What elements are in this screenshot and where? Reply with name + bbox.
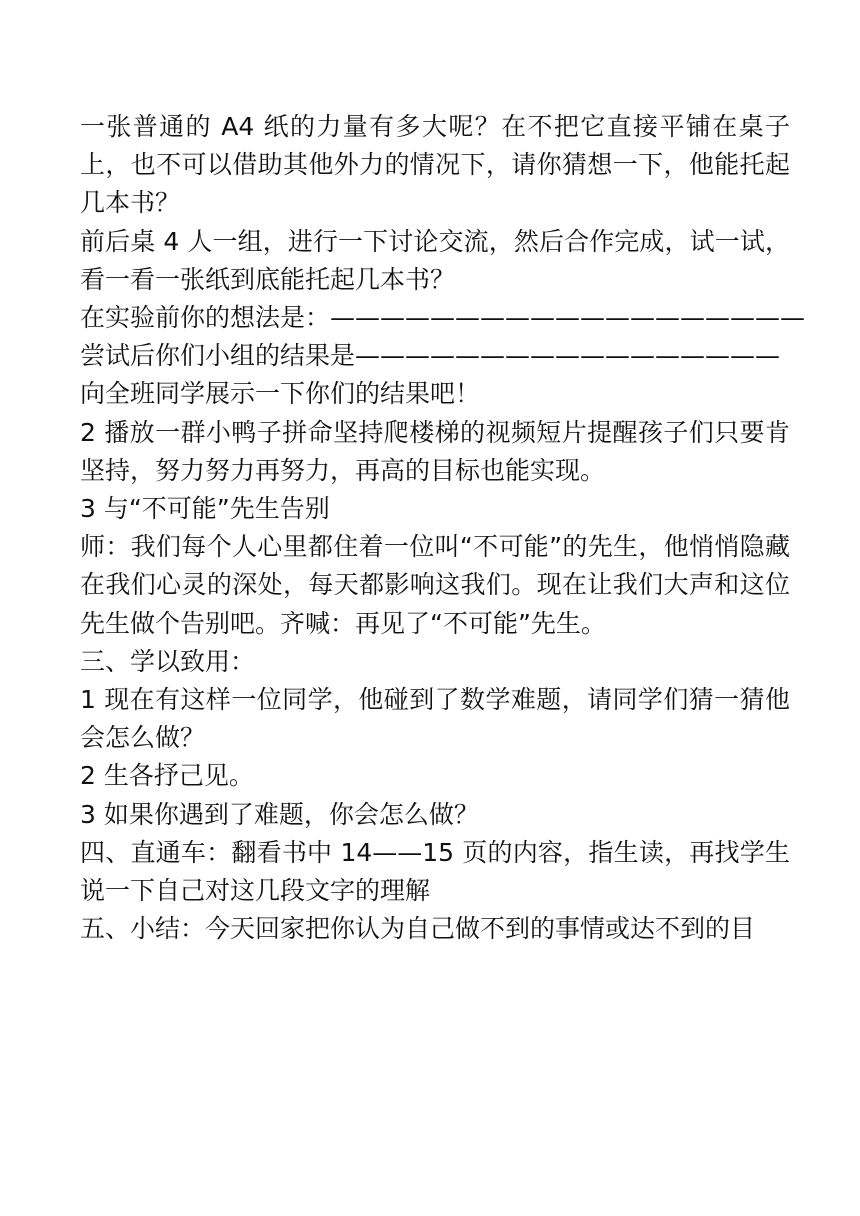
paragraph-a4-question: 一张普通的 A4 纸的力量有多大呢？在不把它直接平铺在桌子上，也不可以借助其他外力的情况下，请你猜想一下，他能托起几本书？ <box>80 112 790 218</box>
paragraph-result-blank: 尝试后你们小组的结果是————————————————— <box>80 341 781 371</box>
section-heading-apply: 三、学以致用： <box>80 646 256 676</box>
paragraph-teacher-speech: 师：我们每个人心里都住着一位叫“不可能”的先生，他悄悄隐藏在我们心灵的深处，每天都影响这我们。现在让我们大声和这位先生做个告别吧。齐喊：再见了“不可能”先生。 <box>80 532 790 638</box>
paragraph-group-activity: 前后桌 4 人一组，进行一下讨论交流，然后合作完成，试一试，看一看一张纸到底能托起几本书？ <box>80 226 790 294</box>
paragraph-show-results: 向全班同学展示一下你们的结果吧！ <box>80 379 481 409</box>
section-heading-summary: 五、小结：今天回家把你认为自己做不到的事情或达不到的目 <box>80 914 756 944</box>
paragraph-students-opinions: 2 生各抒己见。 <box>80 761 254 791</box>
paragraph-ducklings-video: 2 播放一群小鸭子拼命坚持爬楼梯的视频短片提醒孩子们只要肯坚持，努力努力再努力，再高的目标也能实现。 <box>80 417 790 485</box>
paragraph-what-would-you-do: 3 如果你遇到了难题，你会怎么做？ <box>80 799 479 829</box>
paragraph-farewell-heading: 3 与“不可能”先生告别 <box>80 494 330 524</box>
paragraph-prediction-blank: 在实验前你的想法是：——————————————————— <box>80 303 806 333</box>
paragraph-math-problem: 1 现在有这样一位同学，他碰到了数学难题，请同学们猜一猜他会怎么做？ <box>80 685 790 753</box>
section-heading-express: 四、直通车：翻看书中 14——15 页的内容，指生读，再找学生说一下自己对这几段文字的理解 <box>80 837 790 906</box>
document-body <box>80 108 806 948</box>
